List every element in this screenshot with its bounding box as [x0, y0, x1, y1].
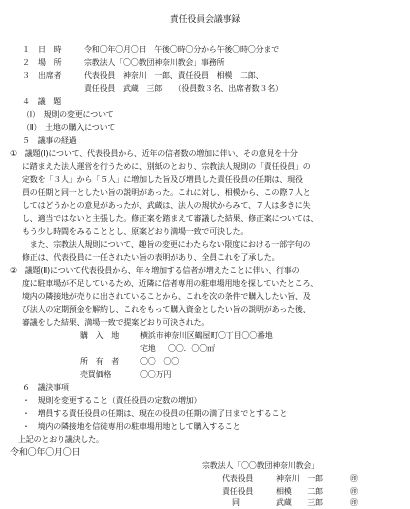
p1-line: 員の任期と同一としたい旨の説明があった。これに対し、相模から、この際７人と: [22, 188, 311, 197]
place-row-number: ２: [22, 58, 30, 67]
p1-line: ① 議題(Ⅰ)について、代表役員から、近年の信者数の増加に伴い、その意見を十分: [10, 149, 298, 158]
signer-1-name: 神奈川 一郎: [276, 474, 323, 483]
owner-label: 所 有 者: [80, 357, 119, 366]
closing-statement: 上記のとおり議決した。: [18, 435, 104, 444]
p1-line: もう少し時間をみることとし、原案どおり満場一致で可決した。: [22, 227, 249, 236]
p1-line: 定数を「３人」から「５人」に増加した旨及び増員した責任役員の任期は、現役: [22, 175, 303, 184]
p1-line: 修正は、代表役員に一任されたい旨の表明があり、全員これを了承した。: [22, 253, 280, 262]
signer-2-role: 責任役員: [222, 487, 254, 496]
attendees-row-label: 出席者: [38, 71, 62, 80]
signature-date: 令和〇年〇月〇日: [10, 448, 81, 458]
date-row-value: 令和〇年〇月〇日 午後〇時〇分から午後〇時〇分まで: [84, 45, 279, 54]
p1-line: してはどうかとの意見があったが、武蔵は、法人の規状からみて、７人は多きに失: [22, 201, 311, 210]
place-row-label: 場 所: [38, 58, 62, 67]
agenda-item-2: （Ⅱ） 土地の購入について: [22, 123, 116, 132]
p2-line: 度に駐車場が不足しているため、近隣に信者専用の駐車場用地を探していたところ、: [22, 279, 319, 288]
p2-line: 境内の隣接地が売りに出されていることから、これを次の条件で購入したい旨、及: [22, 292, 311, 301]
land-area-value: 〇〇．〇〇㎡: [168, 344, 215, 353]
p2-line: ② 議題(Ⅱ)について代表役員から、年々増加する信者が増えたことに伴い、行事の: [10, 266, 300, 275]
p1-line: に踏まえた法人運営を行うために、別紙のとおり、宗教法人規則の「責任役員」の: [22, 162, 311, 171]
proceedings-heading: ５ 議事の経過: [22, 136, 77, 145]
resolution-item: ・ 境内の隣接地を信徒専用の駐車場用地として購入すること: [22, 422, 241, 431]
price-value: 〇〇万円: [140, 370, 172, 379]
p1-line: また、宗教法人規則について、趣旨の変更にわたらない限度における一部字句の: [22, 240, 311, 249]
resolution-item: ・ 規則を変更すること（責任役員の定数の増加）: [22, 396, 202, 405]
land-type-label: 宅地: [140, 344, 156, 353]
organization-name: 宗教法人「〇〇教団神奈川教会」: [202, 461, 319, 470]
seal-icon: ㊞: [350, 474, 358, 483]
document-title: 責任役員会議事録: [169, 15, 241, 25]
p2-line: 審議をした結果、満場一致で提案どおり可決された。: [22, 318, 210, 327]
attendees-line-1: 代表役員 神奈川 一郎、責任役員 相模 二郎、: [84, 71, 264, 80]
p1-line: し、適当ではないと主張した。修正案を踏まえて審議した結果、修正案については、: [22, 214, 319, 223]
seal-icon: ㊞: [350, 498, 358, 507]
signer-3-name: 武蔵 三郎: [276, 498, 323, 507]
resolutions-heading: ６ 議決事項: [22, 383, 69, 392]
attendees-line-2: 責任役員 武蔵 三郎 （役員数３名、出席者数３名）: [84, 84, 283, 93]
attendees-row-number: ３: [22, 71, 30, 80]
owner-value: 〇〇 〇〇: [140, 357, 179, 366]
date-row-label: 日 時: [38, 45, 62, 54]
date-row-number: １: [22, 45, 30, 54]
seal-icon: ㊞: [350, 487, 358, 496]
signer-3-role: 同: [232, 498, 240, 507]
place-row-value: 宗教法人「〇〇教団神奈川教会」事務所: [84, 58, 225, 67]
purchase-land-label: 購 入 地: [80, 331, 119, 340]
agenda-item-1: （Ⅰ） 規則の変更について: [22, 110, 114, 119]
p2-line: び法人の定期預金を解約し、これをもって購入資金としたい旨の説明があった後、: [22, 305, 311, 314]
price-label: 売買価格: [80, 370, 112, 379]
purchase-land-value: 横浜市神奈川区鶴屋町〇丁目〇〇番地: [140, 331, 273, 340]
agenda-heading: ４ 議 題: [22, 97, 61, 106]
resolution-item: ・ 増員する責任役員の任期は、現在の役員の任期の満了日までとすること: [22, 409, 288, 418]
signer-1-role: 代表役員: [222, 474, 254, 483]
signer-2-name: 相模 二郎: [276, 487, 323, 496]
